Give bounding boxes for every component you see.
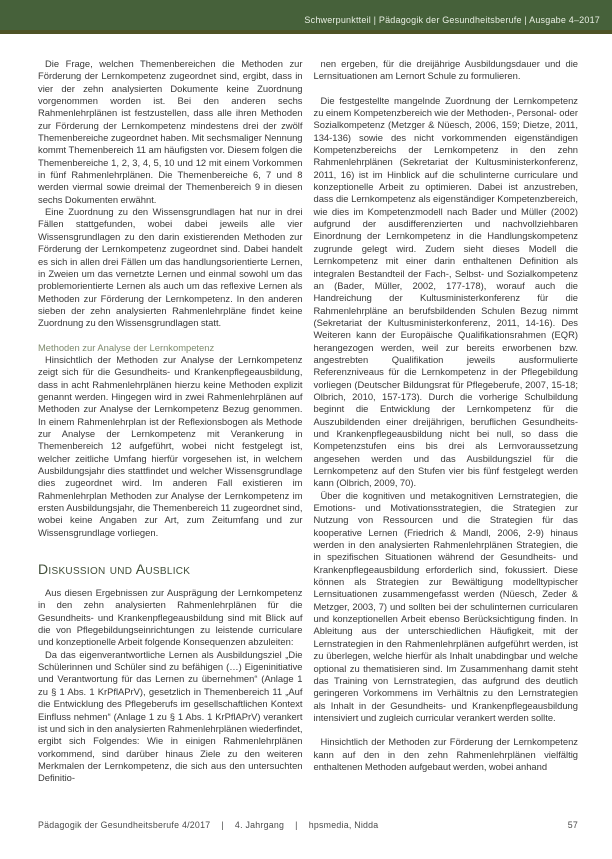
footer-imprint: [38, 820, 378, 830]
paragraph: nen ergeben, für die dreijährige Ausbildungsdauer und die Lernsituationen am Lernort Schule zu formulieren.: [313, 58, 578, 82]
footer-publisher: hpsmedia, Nidda: [308, 820, 379, 830]
paragraph: Die Frage, welchen Themenbereichen die Methoden zur Förderung der Lernkompetenz zugeordnet sind, ergibt, dass in vier der zehn analysierten Dokumente keine Zuordnung vorgenommen worden ist. Bei den anderen sechs Rahmenlehrplänen ist festzustellen, dass alle ihren Methoden zur Förderung der Lernkompetenz mindestens drei der zwölf Themenbereiche zugeordnet haben. Mit sechsmaliger Nennung kommt Themenbereich 11 am häufigsten vor. Diesem folgen die Themenbereiche 1, 2, 3, 4, 5, 10 und 12 mit einem Vorkommen in fünf Rahmenlehrplänen. Die Themenbereiche 6, 7 und 8 werden viermal sowie dreimal der Themenbereich 9 in diesen sechs Dokumenten erwähnt.: [38, 58, 303, 205]
footer-journal-title: Pädagogik der Gesundheitsberufe 4/2017: [38, 820, 211, 830]
footer-separator: |: [221, 820, 224, 830]
footer-volume: 4. Jahrgang: [234, 820, 285, 830]
footer-separator: |: [295, 820, 298, 830]
paragraph: Die festgestellte mangelnde Zuordnung der Lernkompetenz zu einem Kompetenzbereich wie der Methoden-, Personal- oder Sozialkompetenz (Metzger & Nüesch, 2006, 159; Dietze, 2011, 134-136) sowie des nicht vorkommenden eigenständigen Kompetenzbereichs der Lernkompetenz in den zehn Rahmenlehrplänen (Sekretariat der Kultusministerkonferenz, 2011, 16) ist im Hinblick auf die schulinterne curriculare und konzeptionelle Arbeit zu optimieren. Dabei ist anzustreben, dass die Lernkompetenz als eigenständiger Kompetenzbereich, wie dies im Kompetenzmodell nach Bader und Müller (2002) aufgrund der ausdifferenzierten und nachvollziehbaren Einordnung der Lernkompetenz in die Handlungskompetenz zugrunde gelegt wird. Zudem sieht dieses Modell die Lernkompetenz mit einer darin enthaltenen Definition als integralen Bestandteil der Fach-, Selbst- und Sozialkompetenz an (Bader, Müller, 2002, 177-178), worauf auch die Handreichung der Kultusministerkonferenz für die Rahmenlehrpläne an berufsbildenden Schulen Bezug nimmt (Sekretariat der Kultusministerkonferenz, 2011, 14-16). Des Weiteren kann der Europäische Qualifikationsrahmen (EQR) herangezogen werden, weil zur bereits erworbenen bzw. angestrebten Qualifikation jeweils ausformulierte Referenzniveaus für die Lernkompetenz in der Pflegebildung vorliegen (Deutscher Bildungsrat für Pflegeberufe, 2007, 15-18; Olbrich, 2010, 157-173). Durch die vorherige Schulbildung beginnt die Entwicklung der Lernkompetenz für die Auszubildenden einer dreijährigen, beruflichen Gesundheits- und Krankenpflegeausbildung nicht bei null, so dass die Kompetenzstufen eins bis drei als Lernvoraussetzung angesehen werden und das Ausbildungsziel für die Lernkompetenz auf den Stufen vier bis fünf festgelegt werden kann (Olbrich, 2009, 70).: [313, 94, 578, 489]
paragraph: Aus diesen Ergebnissen zur Ausprägung der Lernkompetenz in den zehn analysierten Rahmenlehrplänen für die Gesundheits- und Krankenpflegeausbildung sind mit Blick auf die von Pflegebildungseinrichtungen zu leistende curriculare und konzeptionelle Arbeit folgende Konsequenzen abzuleiten:: [38, 587, 303, 648]
subsection-heading: Methoden zur Analyse der Lernkompetenz: [38, 341, 215, 353]
left-column: [38, 58, 303, 805]
header-bar: [0, 0, 612, 30]
header-accent-stripe: [0, 30, 612, 34]
paragraph: Hinsichtlich der Methoden zur Analyse der Lernkompetenz zeigt sich für die Gesundheits- und Krankenpflegeausbildung, dass in acht Rahmenlehrplänen hierzu keine Methoden explizit genannt werden. Hingegen wird in zwei Rahmenlehrplänen auf Methoden zur Analyse der Lernkompetenz Bezug genommen. In einem Rahmenlehrplan ist der Reflexionsbogen als Methode zur Analyse der Lernkompetenz mit Verankerung in Themenbereich 12 aufgeführt, wobei nicht festgelegt ist, welcher zeitliche Umfang hierfür vorgesehen ist, in welchem Ausbildungsjahr dies stattfindet und welcher Wissensgrundlage dies zugeordnet wird. Im anderen Fall existieren im Rahmenlehrplan Methoden zur Analyse der Lernkompetenz im ersten Ausbildungsjahr, die Themenbereich 11 zugeordnet sind, wobei keine Angaben zur Art, zum Zeitumfang und zur Wissensgrundlage vorliegen.: [38, 353, 303, 538]
paragraph: Über die kognitiven und metakognitiven Lernstrategien, die Emotions- und Motivationsstrategien, die Strategien zur Nutzung von Ressourcen und die Strategien für das kooperative Lernen (Friedrich & Mandl, 2006, 2-9) hinaus werden in den analysierten Rahmenlehrplänen Strategien, die in spezifischen Situationen während der Gesundheits- und Krankenpflegeausbildung erforderlich sind, fokussiert. Diese können als Strategien zur Bewältigung modelltypischer Lernsituationen zusammengefasst werden (Nüesch, Zeder & Metzger, 2003, 7) und sollten bei der schulinternen curricularen und konzeptionellen Arbeit ebenso Berücksichtigung finden. In Ableitung aus der unterschiedlichen Häufigkeit, mit der Lernstrategien in den Rahmenlehrplänen aufgeführt werden, ist zu überlegen, welche hierfür als Inhalt unabdingbar und welche optional zu thematisieren sind. Im Zusammenhang damit steht das Training von Lernstrategien, das aufgrund des deutlich geringeren Vorkommens im Verhältnis zu den Lernstrategien als Inhalt in der Gesundheits- und Krankenpflegeausbildung intensiviert und zugleich curricular verankert werden sollte.: [313, 489, 578, 723]
page-number: 57: [567, 820, 578, 830]
paragraph: Da das eigenverantwortliche Lernen als Ausbildungsziel „Die Schülerinnen und Schüler sind zu befähigen (…) Eigeninitiative und Verantwortung für das Lernen zu übernehmen“ (Anlage 1 zu § 1 Abs. 1 KrPflAPrV), gesetzlich in Themenbereich 11 „Auf die Entwicklung des Pflegeberufs im gesellschaftlichen Kontext Einfluss nehmen“ (Anlage 1 zu § 1 Abs. 1 KrPflAPrV) verankert ist und sich in den analysierten Rahmenlehrplänen wiederfindet, ergibt sich Folgendes: Wie in einigen Rahmenlehrplänen vorkommend, sind darüber hinaus Ziele zu den weiteren Merkmalen der Lernkompetenz, die sich aus den untersuchten Definitio-: [38, 648, 303, 784]
paragraph: Eine Zuordnung zu den Wissensgrundlagen hat nur in drei Fällen stattgefunden, wobei dabei jeweils alle vier Wissensgrundlagen zu den darin existierenden Methoden zur Förderung der Lernkompetenz zugeordnet sind. Dabei handelt es sich in allen drei Fällen um das handlungsorientierte Lernen, in Zweien um das vernetzte Lernen und einmal sowohl um das problemorientierte Lernen als auch um das reflexive Lernen als Methoden zur Förderung der Lernkompetenz. In den anderen sieben der zehn analysierten Rahmenlehrpläne findet keine Zuordnung zu den Wissensgrundlagen statt.: [38, 206, 303, 329]
right-column: [314, 58, 579, 805]
page-footer: [38, 820, 578, 830]
section-heading-diskussion: Diskussion und Ausblick: [38, 561, 191, 578]
paragraph: Hinsichtlich der Methoden zur Förderung der Lernkompetenz kann auf den in den zehn Rahmenlehrplänen vielfältig enthaltenen Methoden aufgebaut werden, wobei anhand: [313, 736, 578, 772]
header-running-title: Schwerpunktteil | Pädagogik der Gesundheitsberufe | Ausgabe 4–2017: [304, 15, 600, 25]
article-body: [38, 58, 578, 805]
